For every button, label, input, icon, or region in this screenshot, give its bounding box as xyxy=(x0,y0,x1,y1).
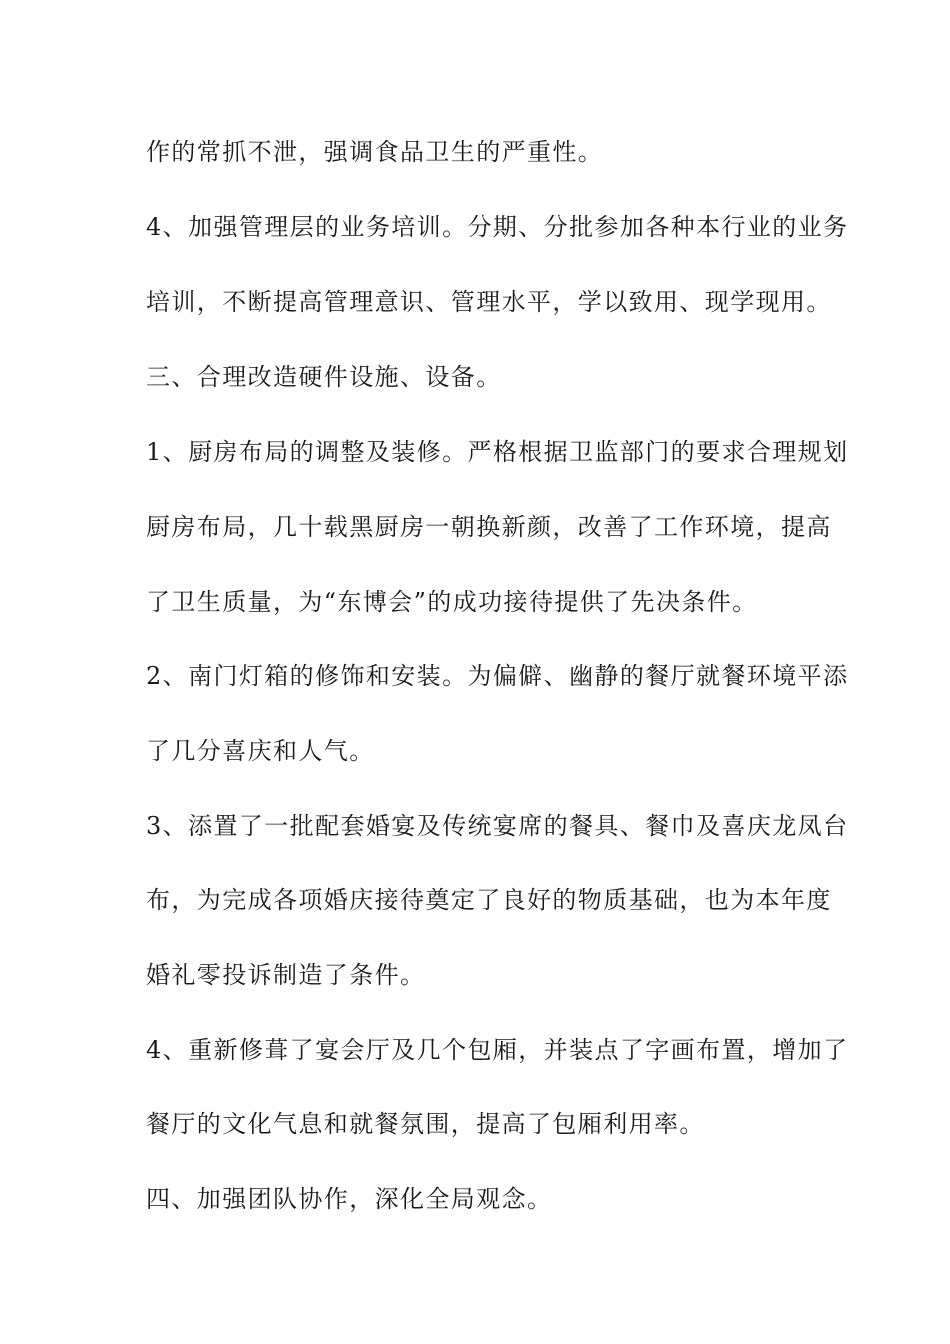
text-line: 婚礼零投诉制造了条件。 xyxy=(146,961,426,989)
text-line: 培训，不断提高管理意识、管理水平，学以致用、现学现用。 xyxy=(146,288,832,316)
text-line: 厨房布局，几十载黑厨房一朝换新颜，改善了工作环境，提高 xyxy=(146,513,832,541)
text-line: 了几分喜庆和人气。 xyxy=(146,737,375,765)
section-heading: 三、合理改造硬件设施、设备。 xyxy=(146,363,502,391)
text-line: 4、重新修葺了宴会厅及几个包厢，并装点了字画布置，增加了 xyxy=(146,1036,849,1064)
text-line: 3、添置了一批配套婚宴及传统宴席的餐具、餐巾及喜庆龙凤台 xyxy=(146,812,849,840)
text-line: 了卫生质量，为“东博会”的成功接待提供了先决条件。 xyxy=(146,588,758,616)
text-line: 4、加强管理层的业务培训。分期、分批参加各种本行业的业务 xyxy=(146,213,849,241)
text-line: 1、厨房布局的调整及装修。严格根据卫监部门的要求合理规划 xyxy=(146,438,849,466)
text-line: 布，为完成各项婚庆接待奠定了良好的物质基础，也为本年度 xyxy=(146,886,832,914)
text-line: 餐厅的文化气息和就餐氛围，提高了包厢利用率。 xyxy=(146,1110,705,1138)
text-line: 2、南门灯箱的修饰和安装。为偏僻、幽静的餐厅就餐环境平添 xyxy=(146,662,849,690)
text-line: 作的常抓不泄，强调食品卫生的严重性。 xyxy=(146,138,604,166)
section-heading: 四、加强团队协作，深化全局观念。 xyxy=(146,1185,553,1213)
